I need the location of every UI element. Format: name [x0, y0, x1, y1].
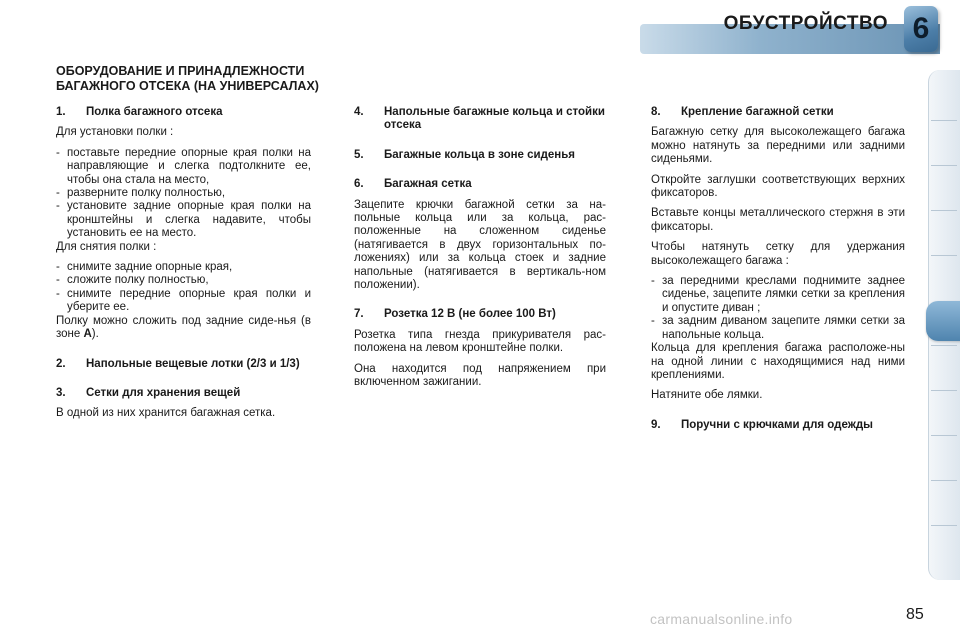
list-item: - разверните полку полностью,	[56, 187, 226, 200]
column-3	[651, 106, 905, 432]
list-item: - за передними креслами поднимите заднее сиденье, зацепите лямки сетки за крепления и опустите диван ;	[651, 275, 905, 314]
list-item: - установите задние опорные края полки на кронштейны и слегка надавите, чтобы установить ее на место.	[56, 200, 311, 240]
paragraph: Полку можно сложить под задние сиде-нья (в зоне A).	[56, 314, 311, 341]
tab-divider	[931, 345, 957, 346]
heading-line-2: БАГАЖНОГО ОТСЕКА (НА УНИВЕРСАЛАХ)	[56, 79, 319, 93]
chapter-title: ОБУСТРОЙСТВО	[723, 13, 888, 34]
paragraph: Откройте заглушки соответствующих верхних фиксаторов.	[651, 173, 905, 200]
paragraph: Для снятия полки :	[56, 240, 157, 253]
paragraph: Зацепите крючки багажной сетки за на-польные кольца или за кольца, рас-положенные на сложенном сиденье (натягивается в двух горизонтальных по-ложениях) или за кольца стоек и задние напольные (натягивается в вертикаль-ном положении).	[354, 198, 606, 292]
tab-divider	[931, 390, 957, 391]
paragraph: Багажную сетку для высоколежащего багажа можно натянуть за передними или задними сиденьями.	[651, 126, 905, 166]
section-2-title: 2. Напольные вещевые лотки (2/3 и 1/3)	[56, 357, 300, 370]
tab-divider	[931, 255, 957, 256]
section-3-title: 3. Сетки для хранения вещей	[56, 386, 241, 399]
section-9-title: 9. Поручни с крючками для одежды	[651, 418, 874, 431]
list-item: - снимите задние опорные края,	[56, 261, 233, 274]
tab-divider	[931, 525, 957, 526]
column-2	[354, 106, 606, 390]
list-item: - поставьте передние опорные края полки на направляющие и слегка подтолкните ее, чтобы она стала на место,	[56, 146, 311, 186]
paragraph: В одной из них хранится багажная сетка.	[56, 407, 276, 420]
tab-divider	[931, 210, 957, 211]
column-1	[56, 106, 311, 421]
list-item: - за задним диваном зацепите лямки сетки за напольные кольца.	[651, 315, 905, 341]
paragraph: Чтобы натянуть сетку для удержания высоколежащего багажа :	[651, 241, 905, 267]
paragraph: Она находится под напряжением при включенном зажигании.	[354, 362, 606, 389]
chapter-number-badge	[904, 6, 938, 52]
page-number: 85	[906, 606, 924, 623]
tab-divider	[931, 120, 957, 121]
tab-divider	[931, 165, 957, 166]
paragraph: Розетка типа гнезда прикуривателя рас-положена на левом кронштейне полки.	[354, 328, 606, 355]
list-item: - сложите полку полностью,	[56, 274, 209, 287]
page-heading	[56, 64, 356, 94]
section-1-title: 1. Полка багажного отсека	[56, 106, 223, 118]
paragraph: Кольца для крепления багажа расположе-ны на одной линии с находящимися над ними креплениями.	[651, 342, 905, 381]
section-4-title: 4. Напольные багажные кольца и стойки отсека	[354, 106, 605, 132]
chapter-number: 6	[912, 12, 930, 45]
section-8-title: 8. Крепление багажной сетки	[651, 106, 834, 118]
tab-divider	[931, 435, 957, 436]
section-6-title: 6. Багажная сетка	[354, 178, 472, 191]
paragraph: Вставьте концы металлического стержня в эти фиксаторы.	[651, 207, 905, 233]
watermark: carmanualsonline.info	[650, 611, 793, 627]
active-chapter-tab[interactable]	[926, 301, 960, 341]
section-5-title: 5. Багажные кольца в зоне сиденья	[354, 148, 576, 161]
tab-divider	[931, 480, 957, 481]
paragraph: Натяните обе лямки.	[651, 389, 763, 402]
section-7-title: 7. Розетка 12 В (не более 100 Вт)	[354, 308, 556, 321]
paragraph: Для установки полки :	[56, 126, 174, 139]
heading-line-1: ОБОРУДОВАНИЕ И ПРИНАДЛЕЖНОСТИ	[56, 64, 305, 78]
list-item: - снимите передние опорные края полки и уберите ее.	[56, 287, 311, 314]
